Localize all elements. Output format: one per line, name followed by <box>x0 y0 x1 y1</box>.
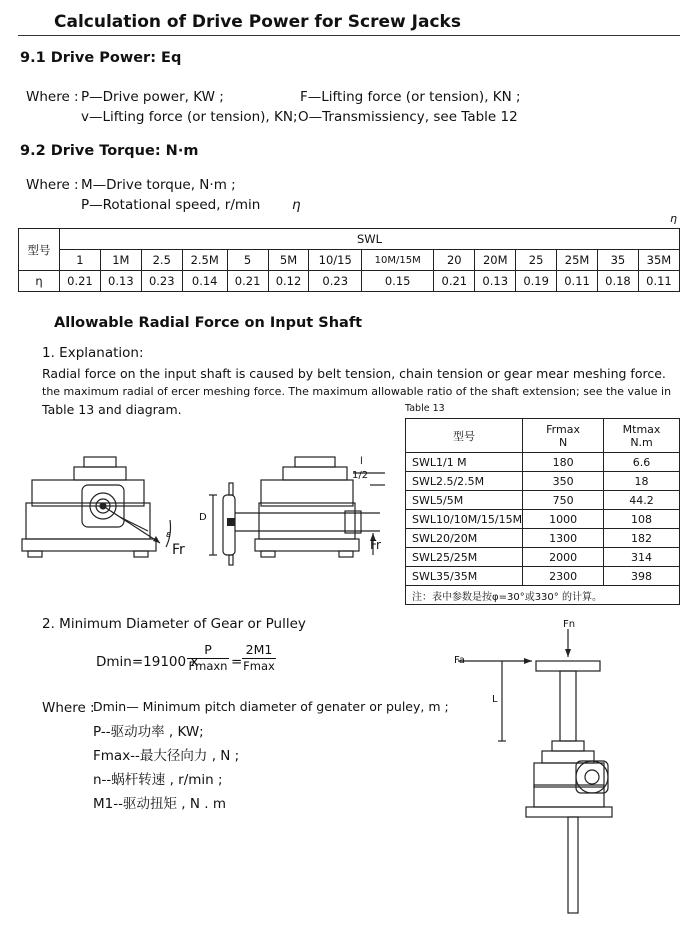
table12-model-header: 型号 <box>19 229 60 271</box>
table12-eta-row <box>19 271 680 292</box>
diagram2-fn-label: Fn <box>563 619 576 630</box>
gear-pulley-subheading: 2. Minimum Diameter of Gear or Pulley <box>42 616 306 632</box>
formula-fraction-1 <box>187 642 229 673</box>
table12-swl-header: SWL <box>60 229 680 250</box>
s92-eta-symbol: η <box>292 197 301 213</box>
table13-model: SWL35/35M <box>406 567 523 586</box>
diagram1-fr-label: Fr <box>172 542 185 558</box>
formula-den-1: Fmaxn <box>188 659 228 673</box>
table12-eta-label: η <box>670 212 677 225</box>
diagram1-half-l-label: 1/2 <box>352 470 369 481</box>
table13-mtmax: 314 <box>604 548 680 567</box>
table12-size: 25 <box>516 250 557 271</box>
table-row <box>406 548 680 567</box>
section-9-2-heading: 9.2 Drive Torque: N·m <box>20 143 199 159</box>
table12-size: 35M <box>638 250 679 271</box>
gear-where: Where : <box>42 700 95 716</box>
formula-num-2: 2M1 <box>242 642 276 659</box>
s91-v-definition: v—Lifting force (or tension), KN; <box>81 109 298 125</box>
table12-size: 5 <box>227 250 268 271</box>
s92-m-definition: M—Drive torque, N·m ; <box>81 177 236 193</box>
dmin-definition: Dmin— Minimum pitch diameter of genater or puley, m ; <box>93 699 449 714</box>
table12-header-row <box>19 229 680 250</box>
formula-fraction-2 <box>242 642 276 673</box>
table12-value: 0.14 <box>182 271 227 292</box>
jack-front-view-diagram <box>20 455 195 570</box>
table13-frmax-header <box>523 419 604 453</box>
fmax-definition-cn: Fmax--最大径向力 , N ; <box>93 748 240 764</box>
jack-vertical-diagram <box>440 615 650 925</box>
table-13 <box>405 418 680 605</box>
table13-caption: Table 13 <box>405 403 445 414</box>
table13-model: SWL10/10M/15/15M <box>406 510 523 529</box>
explanation-line-1: Radial force on the input shaft is caused by belt tension, chain tension or gear mear meshing force. <box>42 366 666 381</box>
table12-value: 0.12 <box>268 271 309 292</box>
s92-p-definition: P—Rotational speed, r/min <box>81 197 261 213</box>
table-row <box>406 529 680 548</box>
table13-model: SWL20/20M <box>406 529 523 548</box>
table12-size: 2.5 <box>141 250 182 271</box>
table13-mtmax-unit: N.m <box>630 435 653 449</box>
table12-value: 0.13 <box>475 271 516 292</box>
n-definition-cn: n--蜗杆转速 , r/min ; <box>93 772 223 788</box>
formula-lhs: Dmin=19100 x <box>96 654 199 670</box>
table12-size: 20 <box>434 250 475 271</box>
explanation-subheading: 1. Explanation: <box>42 345 144 361</box>
s91-p-definition: P—Drive power, KW ; <box>81 89 224 105</box>
table12-size: 2.5M <box>182 250 227 271</box>
diagram1-fr-side-label: Fr <box>370 538 381 552</box>
table-row <box>406 453 680 472</box>
table12-sizes-row <box>19 250 680 271</box>
diagram1-l-label: l <box>360 456 363 467</box>
table13-frmax: 750 <box>523 491 604 510</box>
table13-header-row <box>406 419 680 453</box>
table13-note-row <box>406 586 680 605</box>
table12-size: 1 <box>60 250 101 271</box>
table13-model: SWL5/5M <box>406 491 523 510</box>
table13-frmax: 1300 <box>523 529 604 548</box>
table13-frmax: 2000 <box>523 548 604 567</box>
table13-frmax-label: Frmax <box>546 422 580 436</box>
formula-den-2: Fmax <box>243 659 275 673</box>
table13-model: SWL1/1 M <box>406 453 523 472</box>
table12-value: 0.13 <box>100 271 141 292</box>
section-9-1-heading: 9.1 Drive Power: Eq <box>20 50 182 66</box>
table13-frmax-unit: N <box>558 435 568 449</box>
page-title: Calculation of Drive Power for Screw Jacks <box>54 12 461 32</box>
table13-model: SWL25/25M <box>406 548 523 567</box>
table13-note: 注：表中参数是按φ=30°或330° 的计算。 <box>406 586 680 605</box>
title-divider <box>18 35 680 36</box>
m1-definition-cn: M1--驱动扭矩 , N . m <box>93 796 226 812</box>
table13-mtmax: 182 <box>604 529 680 548</box>
table12-value: 0.11 <box>638 271 679 292</box>
radial-force-heading: Allowable Radial Force on Input Shaft <box>54 315 363 331</box>
diagram1-d-label: D <box>199 512 207 523</box>
formula-num-1: P <box>187 642 229 659</box>
table-row <box>406 472 680 491</box>
table13-mtmax-header <box>604 419 680 453</box>
formula-equals: = <box>231 654 243 670</box>
table13-frmax: 1000 <box>523 510 604 529</box>
table12-value: 0.23 <box>141 271 182 292</box>
table12-size: 10M/15M <box>361 250 433 271</box>
diagram2-l-label: L <box>492 694 498 705</box>
s91-f-definition: F—Lifting force (or tension), KN ; <box>300 89 521 105</box>
table12-size: 35 <box>597 250 638 271</box>
diagram2-fa-label: Fa <box>454 655 465 666</box>
explanation-line-3: Table 13 and diagram. <box>42 402 182 417</box>
table12-value: 0.23 <box>309 271 362 292</box>
table13-mtmax: 398 <box>604 567 680 586</box>
table12-value: 0.21 <box>227 271 268 292</box>
table12-value: 0.21 <box>434 271 475 292</box>
table-row <box>406 567 680 586</box>
table-row <box>406 491 680 510</box>
table12-size: 10/15 <box>309 250 362 271</box>
table13-mtmax: 108 <box>604 510 680 529</box>
table13-model-header: 型号 <box>406 419 523 453</box>
p-definition-cn: P--驱动功率 , KW; <box>93 724 204 740</box>
table13-frmax: 350 <box>523 472 604 491</box>
table13-model: SWL2.5/2.5M <box>406 472 523 491</box>
table13-mtmax: 6.6 <box>604 453 680 472</box>
table13-mtmax: 18 <box>604 472 680 491</box>
table12-size: 25M <box>557 250 598 271</box>
s92-where: Where : <box>26 177 79 193</box>
table12-size: 5M <box>268 250 309 271</box>
table12-size: 20M <box>475 250 516 271</box>
table13-mtmax-label: Mtmax <box>622 422 661 436</box>
table12-size: 1M <box>100 250 141 271</box>
table13-frmax: 180 <box>523 453 604 472</box>
table13-mtmax: 44.2 <box>604 491 680 510</box>
explanation-line-2: the maximum radial of ercer meshing force. The maximum allowable ratio of the shaft extension; see the value in <box>42 385 672 398</box>
table12-value: 0.11 <box>557 271 598 292</box>
table12-value: 0.15 <box>361 271 433 292</box>
table13-frmax: 2300 <box>523 567 604 586</box>
s91-o-definition: O—Transmissiency, see Table 12 <box>298 109 518 125</box>
table12-value: 0.21 <box>60 271 101 292</box>
table12-value: 0.19 <box>516 271 557 292</box>
table12-eta-row-label: η <box>19 271 60 292</box>
table-row <box>406 510 680 529</box>
s91-where: Where : <box>26 89 79 105</box>
svg-text:ε: ε <box>166 530 171 540</box>
table-12 <box>18 228 680 292</box>
table12-value: 0.18 <box>597 271 638 292</box>
